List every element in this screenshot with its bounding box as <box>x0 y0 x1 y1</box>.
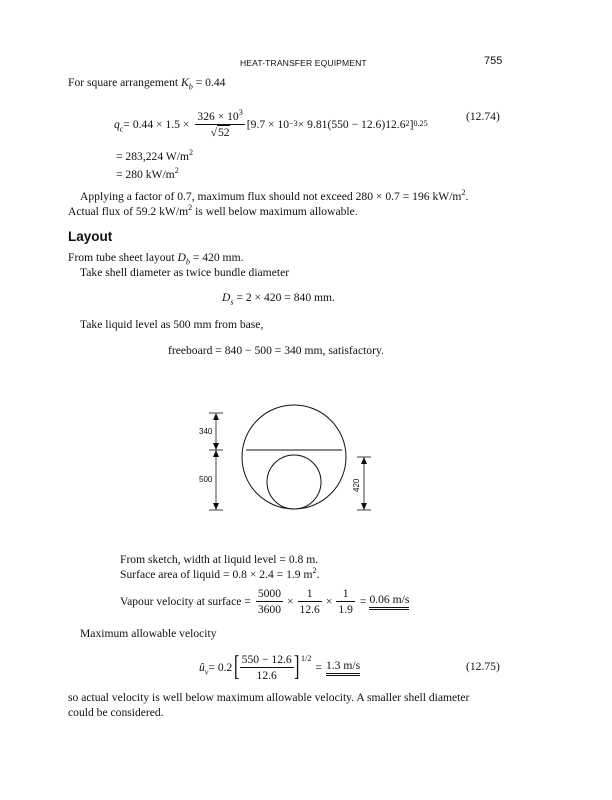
dimension-label-340: 340 <box>199 427 213 436</box>
square-arrangement-line: For square arrangement $K_b = 0.44$ <box>68 76 226 92</box>
result-line-2: = 280 $kW/m^2$ <box>116 166 179 181</box>
closing-line-2: could be considered. <box>68 706 164 719</box>
equation-12-75: $û_v$ = 0.2 [ $\frac{550 - 12.6}{12.6}$ ] $^{1/2}$ = 1.3 m/s <box>199 651 361 682</box>
section-heading-layout: Layout <box>68 229 113 244</box>
bundle-circle <box>267 455 321 509</box>
vapour-velocity-equation: Vapour velocity at surface = $\frac{5000}{3600}$ × $\frac{1}{12.6}$ × $\frac{1}{1.9}$ = 0.06 m/s <box>120 586 410 616</box>
factor-paragraph-line-2: Actual flux of 59.2 $kW/m^2$ is well below maximum allowable. <box>68 203 358 218</box>
dimension-label-500: 500 <box>199 475 213 484</box>
page-number: 755 <box>484 55 503 67</box>
max-allowable-line: Maximum allowable velocity <box>80 627 217 640</box>
freeboard-line: freeboard = 840 − 500 = 340 mm, satisfactory. <box>168 344 384 357</box>
factor-paragraph-line-1: Applying a factor of 0.7, maximum flux should not exceed 280 × 0.7 = 196 $kW/m^2$. <box>80 188 469 203</box>
take-shell-line: Take shell diameter as twice bundle diameter <box>80 266 290 279</box>
equation-12-74: $q_c$ = 0.44 × 1.5 × $\frac{326 \times 10^3}{√52}$ [9.7 × 10 −3 × 9.81(550 − 12.6)12.6 2 ] 0.25 <box>114 107 428 139</box>
surface-area-line: Surface area of liquid = 0.8 × 2.4 = 1.9 $m^2$. <box>120 566 320 581</box>
dimension-label-420: 420 <box>352 478 361 492</box>
liquid-level-line: Take liquid level as 500 mm from base, <box>80 318 264 331</box>
shell-circle <box>242 405 346 509</box>
allowable-velocity-result: 1.3 m/s <box>326 659 360 676</box>
shell-diameter-equation: $D_s = 2 \times 420 = 840$ mm. <box>222 291 335 307</box>
running-header: HEAT-TRANSFER EQUIPMENT <box>240 58 367 68</box>
vessel-sketch <box>190 400 390 530</box>
closing-line-1: so actual velocity is well below maximum allowable velocity. A smaller shell diameter <box>68 691 470 704</box>
vapour-velocity-result: 0.06 m/s <box>369 593 409 610</box>
tube-sheet-line: From tube sheet layout $D_b = 420$ mm. <box>68 251 244 267</box>
result-line-1: = 283,224 $W/m^2$ <box>116 148 194 163</box>
from-sketch-line: From sketch, width at liquid level = 0.8 m. <box>120 553 319 566</box>
equation-tag-12-75: (12.75) <box>466 660 500 673</box>
equation-tag-12-74: (12.74) <box>466 110 500 123</box>
